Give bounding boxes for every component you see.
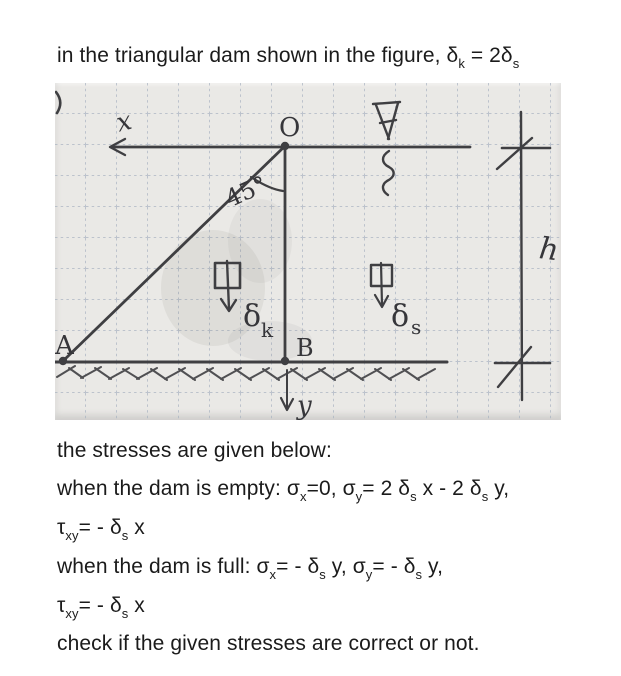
height-label: h (537, 231, 561, 269)
vertex-b-label: B (296, 334, 314, 362)
delta-s-subscript: s (411, 315, 422, 339)
dam-figure-drawing (55, 83, 561, 420)
dam-figure-photo (55, 83, 561, 420)
problem-title: in the triangular dam shown in the figure, $\delta_k = 2\delta_s$ (57, 44, 520, 72)
angle-label: 45° (221, 170, 272, 214)
vertex-o-label: O (279, 113, 301, 143)
dam-empty-stress-line: when the dam is empty: $\sigma_x=0$, $\sigma_y= 2$ $\delta_s$ x - 2 $\delta_s$ y, (57, 477, 510, 505)
dam-full-shear-line: $\tau_{xy}= - \delta_s$ x (57, 594, 145, 622)
x-axis-label: x (113, 105, 135, 139)
task-question-line: check if the given stresses are correct or not. (57, 632, 480, 655)
delta-k-subscript: k (261, 318, 274, 342)
dam-empty-shear-line: $\tau_{xy}= - \delta_s$ x (57, 516, 145, 544)
vertex-o-dot (281, 142, 289, 150)
dam-full-stress-line: when the dam is full: $\sigma_x= - \delta_s$ y, $\sigma_y= - \delta_s$ y, (57, 555, 444, 583)
delta-s-label: δ (391, 299, 410, 334)
stresses-intro-line: the stresses are given below: (57, 439, 332, 462)
y-axis-label: y (297, 391, 312, 420)
vertex-a-label: A (55, 331, 74, 361)
delta-k-label: δ (243, 299, 262, 334)
